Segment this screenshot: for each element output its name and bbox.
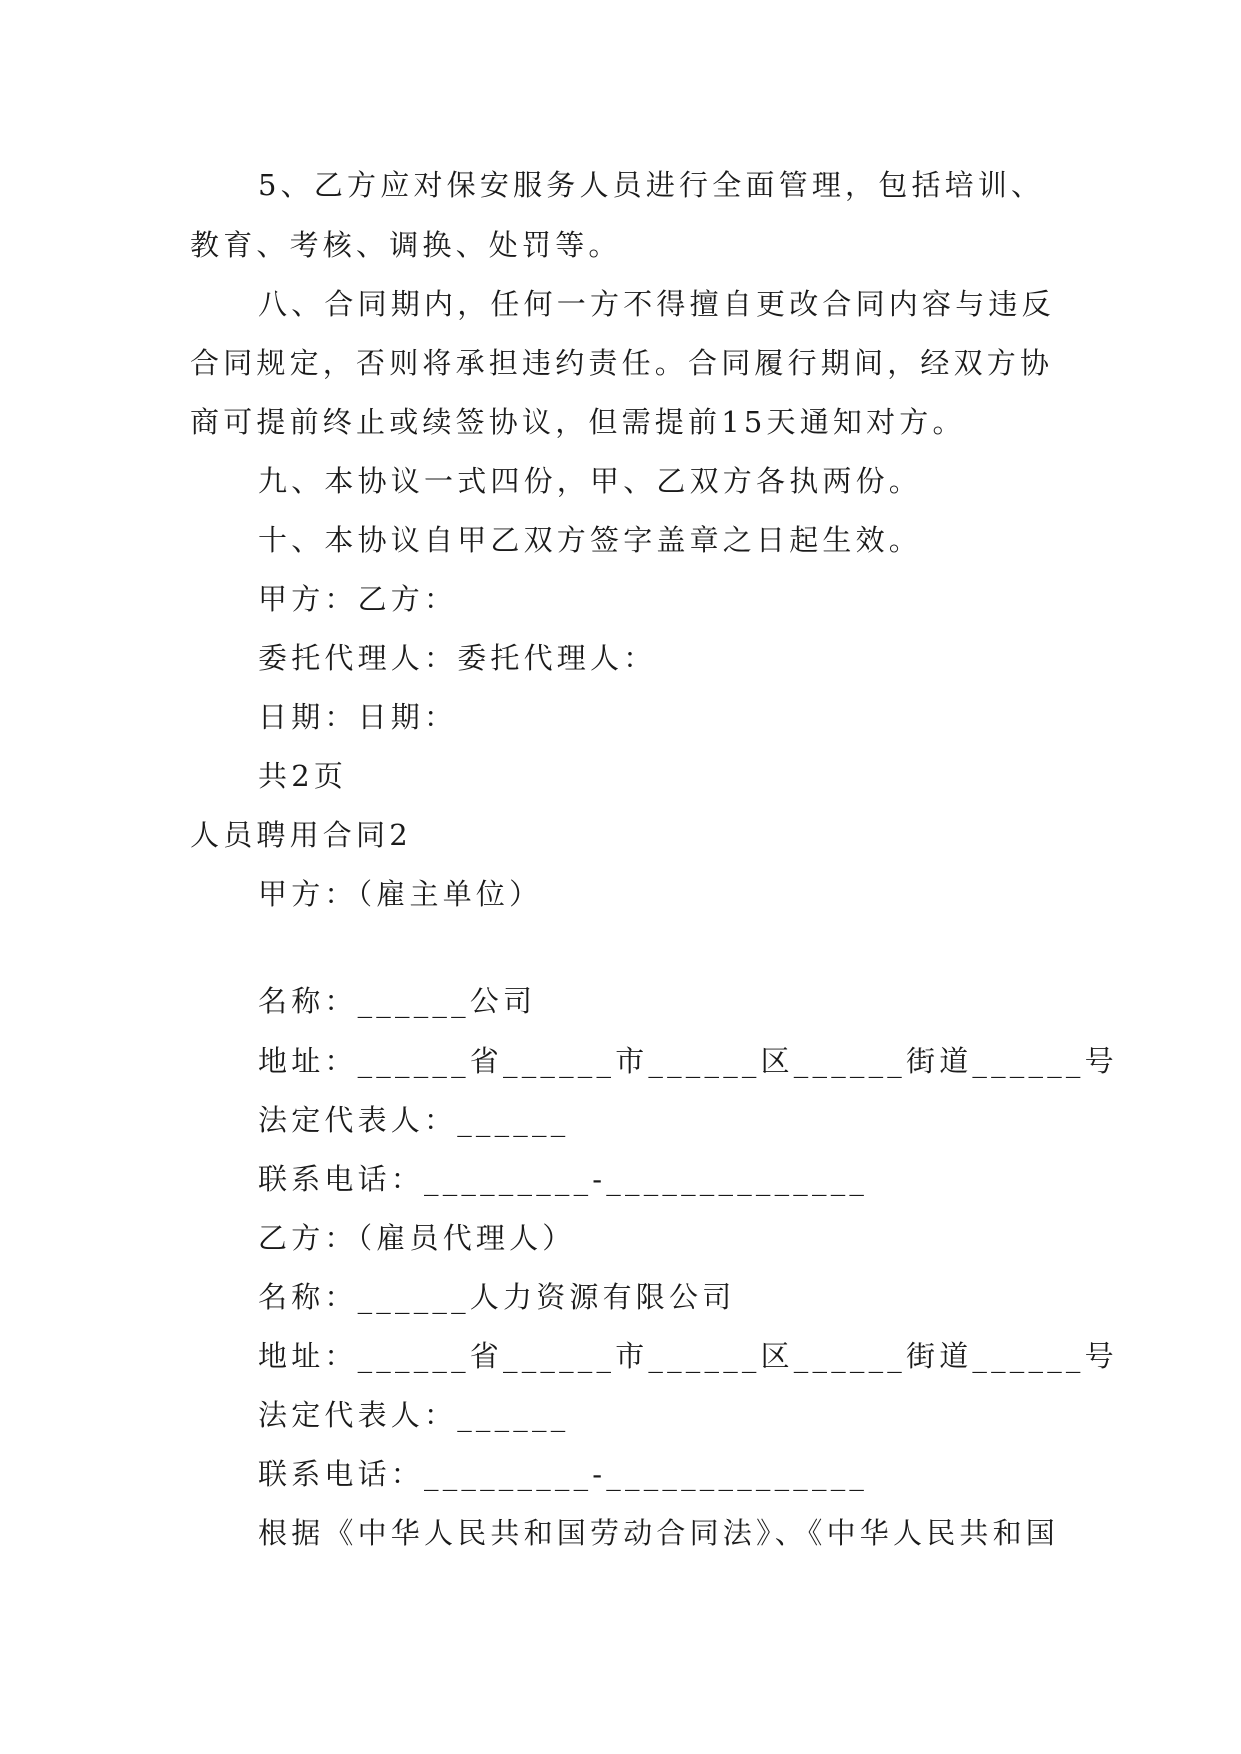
paragraph-line: 合同规定，否则将承担违约责任。合同履行期间，经双方协	[190, 346, 1054, 380]
party-a-phone: 联系电话：_________-______________	[258, 1162, 869, 1196]
party-a-legal-rep: 法定代表人：______	[258, 1103, 570, 1137]
signature-party-line: 甲方：乙方：	[258, 582, 458, 616]
signature-date-line: 日期：日期：	[258, 700, 458, 734]
paragraph-line: 商可提前终止或续签协议，但需提前15天通知对方。	[190, 405, 966, 439]
paragraph-line: 八、合同期内，任何一方不得擅自更改合同内容与违反	[258, 287, 1055, 321]
party-b-legal-rep: 法定代表人：______	[258, 1398, 570, 1432]
signature-agent-line: 委托代理人：委托代理人：	[258, 641, 657, 675]
paragraph-line: 十、本协议自甲乙双方签字盖章之日起生效。	[258, 523, 923, 557]
party-b-address: 地址：______省______市______区______街道______号	[258, 1339, 1118, 1373]
paragraph-line: 5、乙方应对保安服务人员进行全面管理，包括培训、	[258, 168, 1045, 202]
paragraph-line: 九、本协议一式四份，甲、乙双方各执两份。	[258, 464, 923, 498]
party-a-heading: 甲方：（雇主单位）	[258, 877, 543, 911]
paragraph-line: 根据《中华人民共和国劳动合同法》、《中华人民共和国	[258, 1516, 1060, 1550]
paragraph-line: 教育、考核、调换、处罚等。	[190, 228, 622, 262]
party-b-name: 名称：______人力资源有限公司	[258, 1280, 736, 1314]
party-b-heading: 乙方：（雇员代理人）	[258, 1221, 576, 1255]
party-a-name: 名称：______公司	[258, 984, 537, 1018]
party-a-address: 地址：______省______市______区______街道______号	[258, 1044, 1118, 1078]
page-count: 共2页	[258, 759, 348, 793]
contract-title: 人员聘用合同2	[190, 818, 412, 852]
party-b-phone: 联系电话：_________-______________	[258, 1457, 869, 1491]
